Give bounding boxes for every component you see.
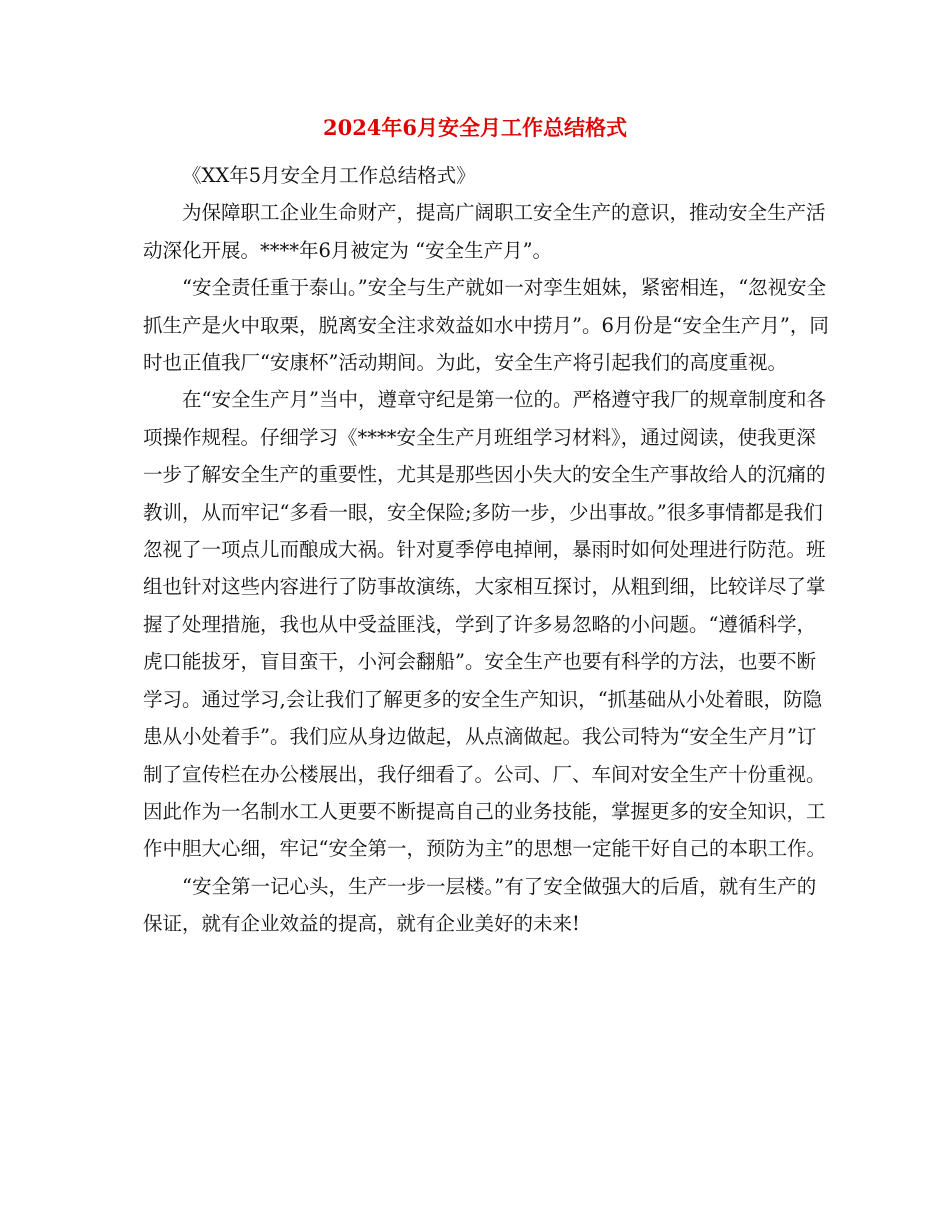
- paragraph-subtitle: 《XX年5月安全月工作总结格式》: [182, 164, 476, 187]
- paragraph-conclusion: “安全第一记心头，生产一步一层楼。”有了安全做强大的后盾，就有生产的保证，就有企业效益的提高，就有企业美好的未来!: [143, 874, 817, 936]
- paragraph-safety-responsibility: “安全责任重于泰山。”安全与生产就如一对孪生姐妹，紧密相连，“忽视安全抓生产是火中取栗，脱离安全注求效益如水中捞月”。6月份是“安全生产月”，同时也正值我厂“安康杯”活动期间。为此，安全生产将引起我们的高度重视。: [143, 276, 829, 375]
- document-body: [143, 157, 833, 943]
- paragraph-safety-month-practice: 在“安全生产月”当中，遵章守纪是第一位的。严格遵守我厂的规章制度和各项操作规程。仔细学习《****安全生产月班组学习材料》，通过阅读，使我更深一步了解安全生产的重要性，尤其是那些因小失大的安全生产事故给人的沉痛的教训，从而牢记“多看一眼，安全保险;多防一步，少出事故。”很多事情都是我们忽视了一项点儿而酿成大祸。针对夏季停电掉闸，暴雨时如何处理进行防范。班组也针对这些内容进行了防事故演练，大家相互探讨，从粗到细，比较详尽了掌握了处理措施，我也从中受益匪浅，学到了许多易忽略的小问题。“遵循科学，虎口能拔牙，盲目蛮干，小河会翻船”。安全生产也要有科学的方法，也要不断学习。通过学习,会让我们了解更多的安全生产知识，“抓基础从小处着眼，防隐患从小处着手”。我们应从身边做起，从点滴做起。我公司特为“安全生产月”订制了宣传栏在办公楼展出，我仔细看了。公司、厂、车间对安全生产十份重视。因此作为一名制水工人更要不断提高自己的业务技能，掌握更多的安全知识，工作中胆大心细，牢记“安全第一，预防为主”的思想一定能干好自己的本职工作。: [143, 388, 826, 861]
- paragraph-intro: 为保障职工企业生命财产，提高广阔职工安全生产的意识，推动安全生产活动深化开展。****年6月被定为 “安全生产月”。: [143, 201, 826, 262]
- document-title: 2024年6月安全月工作总结格式: [322, 115, 628, 140]
